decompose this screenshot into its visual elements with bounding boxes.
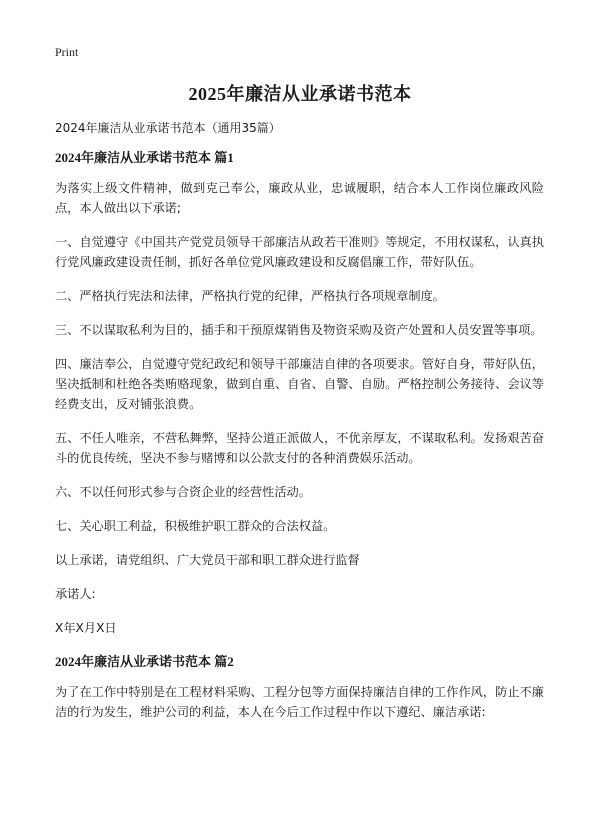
paragraph-item-1: 一、自觉遵守《中国共产党党员领导干部廉洁从政若干准则》等规定，不用权谋私，认真执行党风廉政建设责任制，抓好各单位党风廉政建设和反腐倡廉工作，带好队伍。 bbox=[55, 235, 544, 269]
paragraph-intro: 为落实上级文件精神，做到克己奉公，廉政从业，忠诚履职，结合本人工作岗位廉政风险点，本人做出以下承诺; bbox=[55, 181, 544, 215]
paragraph-item-3: 三、不以谋取私利为目的，插手和干预原煤销售及物资采购及资产处置和人员安置等事项。 bbox=[55, 323, 543, 337]
date-line: X年X月X日 bbox=[55, 621, 117, 635]
section-heading-1: 2024年廉洁从业承诺书范本 篇1 bbox=[55, 150, 234, 165]
signature-label: 承诺人: bbox=[55, 587, 96, 601]
paragraph-item-6: 六、不以任何形式参与合资企业的经营性活动。 bbox=[55, 485, 311, 499]
section-heading-2: 2024年廉洁从业承诺书范本 篇2 bbox=[55, 654, 234, 669]
page-title: 2025年廉洁从业承诺书范本 bbox=[188, 84, 412, 104]
paragraph-intro-2: 为了在工作中特别是在工程材料采购、工程分包等方面保持廉洁自律的工作作风，防止不廉洁的行为发生，维护公司的利益，本人在今后工作过程中作以下遵纪、廉洁承诺: bbox=[55, 685, 544, 719]
paragraph-closing: 以上承诺，请党组织、广大党员干部和职工群众进行监督 bbox=[55, 553, 360, 567]
print-link[interactable]: Print bbox=[55, 45, 79, 59]
paragraph-item-4: 四、廉洁奉公，自觉遵守党纪政纪和领导干部廉洁自律的各项要求。管好自身，带好队伍，坚决抵制和杜绝各类贿赂现象，做到自重、自省、自警、自励。严格控制公务接待、会议等经费支出，反对铺张浪费。 bbox=[55, 357, 544, 411]
paragraph-item-7: 七、关心职工利益，积极维护职工群众的合法权益。 bbox=[55, 519, 336, 533]
paragraph-item-5: 五、不任人唯亲，不营私舞弊，坚持公道正派做人，不优亲厚友，不谋取私利。发扬艰苦奋斗的优良传统，坚决不参与赌博和以公款支付的各种消费娱乐活动。 bbox=[55, 431, 544, 465]
paragraph-item-2: 二、严格执行宪法和法律，严格执行党的纪律，严格执行各项规章制度。 bbox=[55, 289, 445, 303]
document-body bbox=[55, 118, 544, 736]
document-subtitle: 2024年廉洁从业承诺书范本（通用35篇） bbox=[55, 121, 281, 135]
